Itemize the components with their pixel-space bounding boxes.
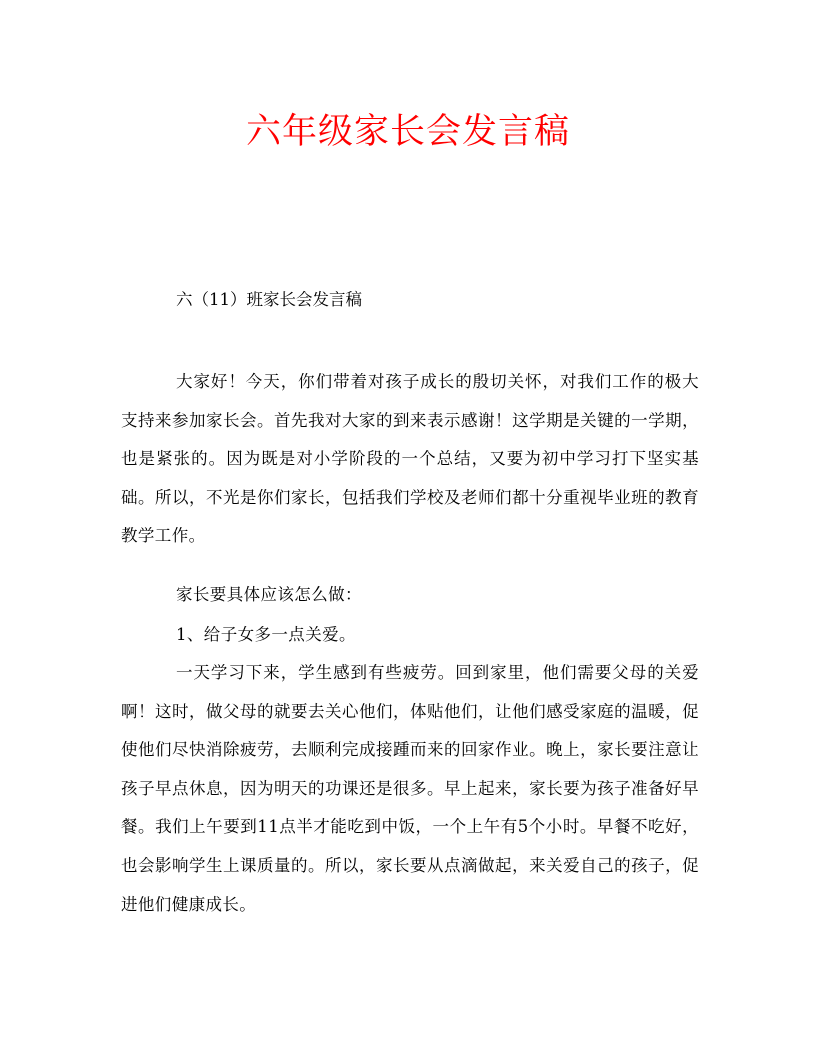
paragraph-point-1: 1、给子女多一点关爱。 xyxy=(176,625,356,644)
paragraph-greeting: 大家好！今天，你们带着对孩子成长的殷切关怀，对我们工作的极大支持来参加家长会。首先我对大家的到来表示感谢！这学期是关键的一学期，也是紧张的。因为既是对小学阶段的一个总结，又要为初中学习打下坚实基础。所以，不光是你们家长，包括我们学校及老师们都十分重视毕业班的教育教学工作。 xyxy=(121,372,699,546)
paragraph-how-to: 家长要具体应该怎么做： xyxy=(176,585,362,604)
document-title: 六年级家长会发言稿 xyxy=(245,112,570,152)
document-subtitle: 六（11）班家长会发言稿 xyxy=(176,290,362,309)
paragraph-care-details: 一天学习下来，学生感到有些疲劳。回到家里，他们需要父母的关爱啊！这时，做父母的就要去关心他们，体贴他们，让他们感受家庭的温暖，促使他们尽快消除疲劳，去顺利完成接踵而来的回家作业。晚上，家长要注意让孩子早点休息，因为明天的功课还是很多。早上起来，家长要为孩子准备好早餐。我们上午要到11点半才能吃到中饭，一个上午有5个小时。早餐不吃好，也会影响学生上课质量的。所以，家长要从点滴做起，来关爱自己的孩子，促进他们健康成长。 xyxy=(121,663,699,914)
